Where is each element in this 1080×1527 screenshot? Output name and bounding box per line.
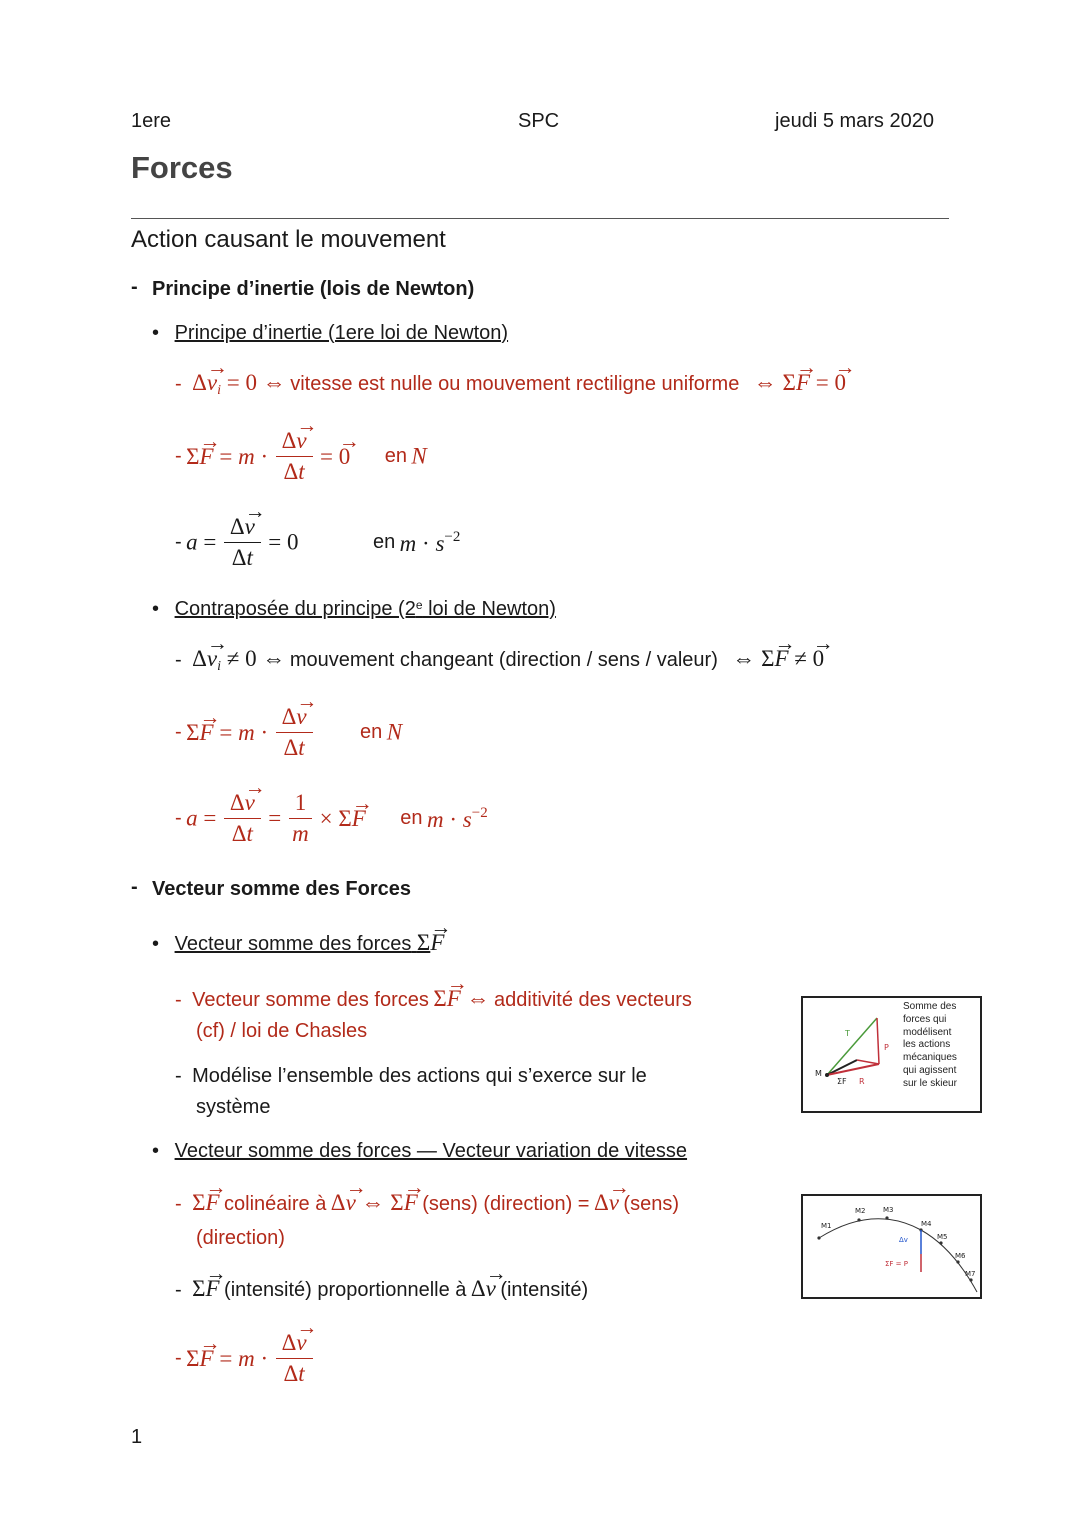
formula-inertia-1: - $\Delta\to v_i = 0$ ⇔ vitesse est nulle ou mouvement rectiligne uniforme ⇔ Σ→ F = → 0 (175, 370, 846, 399)
sum-forces-line-2: - Modélise l’ensemble des actions qui s’exerce sur le (175, 1065, 647, 1087)
header-date: jeudi 5 mars 2020 (775, 110, 934, 132)
svg-text:M: M (815, 1069, 822, 1078)
formula-contrapose-3: - a = $\frac{\Delta\to v}{\Delta t}$ = $\frac{1}{m}$ × Σ→ F en $m \cdot s^{-2}$ (175, 790, 488, 847)
svg-text:ΣF: ΣF (837, 1077, 847, 1086)
bullet-2-1: • Vecteur somme des forces Σ→ F (152, 930, 444, 956)
collinear-line-2: - Σ→ F (intensité) proportionnelle à Δ→ v (intensité) (175, 1276, 588, 1302)
bullet-label: Vecteur somme des forces — Vecteur variation de vitesse (174, 1140, 688, 1162)
bullet-label: Principe d’inertie (1ere loi de Newton) (174, 322, 509, 344)
page-title: Forces (131, 150, 233, 185)
sum-forces-line-1: - Vecteur somme des forces Σ→ F ⇔ additivité des vecteurs (175, 986, 692, 1012)
bullet-dot: • (152, 322, 160, 344)
trajectory-diagram (803, 1196, 980, 1297)
svg-text:T: T (845, 1029, 850, 1038)
bullet-1-1 (152, 322, 508, 345)
collinear-formula: - Σ→ F = m · $\frac{\Delta\to v}{\Delta t}$ (175, 1330, 316, 1387)
figure-skier-forces (801, 996, 982, 1113)
svg-text:P: P (884, 1043, 889, 1052)
bullet-1-2: • Contraposée du principe (2e loi de Newton) (152, 598, 556, 620)
svg-text:M6: M6 (955, 1252, 966, 1260)
title-divider (131, 218, 949, 219)
svg-text:M1: M1 (821, 1222, 832, 1230)
header-subject: SPC (518, 110, 560, 132)
svg-text:R: R (859, 1077, 865, 1086)
sum-forces-line-1b: (cf) / loi de Chasles (196, 1020, 368, 1042)
formula-contrapose-2: - Σ→ F = m · $\frac{\Delta\to v}{\Delta t}$ en N (175, 704, 402, 761)
svg-text:M3: M3 (883, 1206, 894, 1214)
svg-text:Δv: Δv (899, 1236, 908, 1244)
header-class: 1ere (131, 110, 172, 132)
svg-text:ΣF = P: ΣF = P (885, 1260, 908, 1268)
bullet-2-2 (152, 1140, 687, 1163)
formula-contrapose-1: - $\Delta\to v_i \ne 0$ ⇔ mouvement changeant (direction / sens / valeur) ⇔ Σ→ F ≠ → 0 (175, 646, 824, 675)
collinear-line-1b: (direction) (196, 1227, 285, 1249)
sum-forces-line-2b: système (196, 1096, 271, 1118)
formula-inertia-3: - a = $\frac{\Delta\to v}{\Delta t}$ = 0 en $m \cdot s^{-2}$ (175, 514, 460, 571)
figure-caption: Somme des forces qui modélisent les actions mécaniques qui agissent sur le skieur (903, 1001, 957, 1089)
formula-inertia-2: - Σ→ F = m · $\frac{\Delta\to v}{\Delta t}$ = → 0 en N (175, 428, 427, 485)
bullet-dot: • (152, 598, 160, 620)
figure-trajectory (801, 1194, 982, 1299)
svg-text:M2: M2 (855, 1207, 866, 1215)
svg-text:M5: M5 (937, 1233, 948, 1241)
page-number: 1 (131, 1426, 143, 1448)
svg-text:M4: M4 (921, 1220, 932, 1228)
svg-text:M7: M7 (965, 1270, 976, 1278)
section-title: Action causant le mouvement (131, 226, 446, 253)
collinear-line-1: - Σ→ F colinéaire à Δ→ v ⇔ Σ→ F (sens) (direction) = Δ→ v (sens) (175, 1190, 679, 1216)
bullet-dot: • (152, 933, 160, 955)
bullet-dot: • (152, 1140, 160, 1162)
